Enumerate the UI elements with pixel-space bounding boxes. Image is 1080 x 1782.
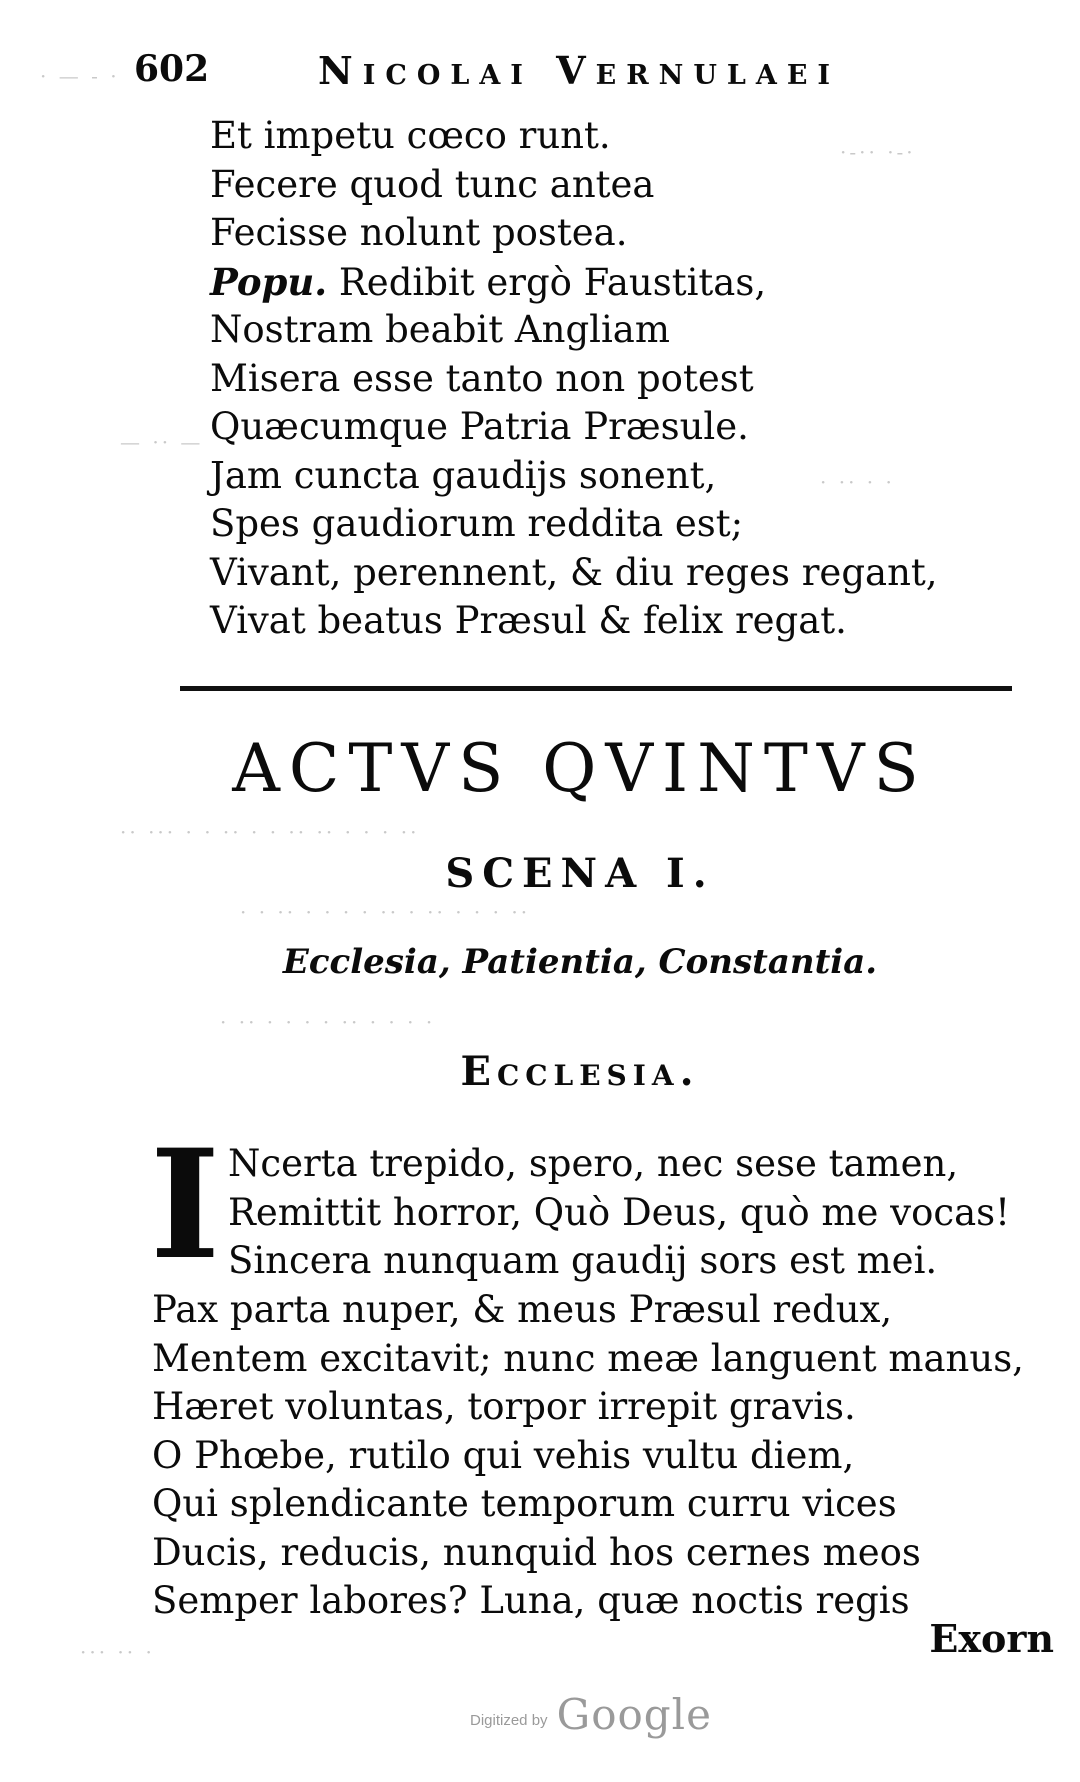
bleed-through-noise: · ·· · · [820,470,895,494]
verse-line: Qui splendicante temporum curru vices [152,1482,897,1525]
verse-block-main [152,1286,1024,1626]
bleed-through-noise: ·· ··· · · ·· · · ·· ·· · · · ·· [120,820,420,844]
verse-text: Jam cuncta gaudijs sonent, [210,453,717,497]
verse-line [210,597,938,646]
dramatis-personae: Ecclesia, Patientia, Constantia. [282,942,878,982]
verse-text: Quæcumque Patria Præsule. [210,405,749,448]
running-title: Nicolai Vernulaei [318,48,841,93]
bleed-through-noise: — ·· — [120,430,204,454]
google-logo: Google [556,1690,712,1739]
verse-line [210,549,938,598]
section-divider [180,686,1012,691]
verse-line: Hæret voluntas, torpor irrepit gravis. [152,1385,856,1428]
verse-block-indented [228,1140,1010,1286]
verse-line: Semper labores? Luna, quæ noctis regis [152,1579,910,1622]
verse-line: Pax parta nuper, & meus Præsul redux, [152,1288,893,1331]
speaker-abbrev: Popu. [210,259,328,304]
verse-line: Ncerta trepido, spero, nec sese tamen, [228,1142,959,1185]
verse-line [210,161,938,210]
verse-line [210,112,938,161]
verse-line [210,209,938,258]
verse-block-top [210,112,938,646]
digitized-label: Digitized by [470,1712,548,1729]
verse-text: Spes gaudiorum reddita est; [210,502,744,545]
verse-line: Mentem excitavit; nunc meæ languent manus, [152,1336,1024,1380]
bleed-through-noise: · · ·· · · · · ·· · ·· · · · ·· [240,900,531,924]
bleed-through-noise: ··· ·· · [80,1640,155,1664]
act-title: ACTVS QVINTVS [232,730,928,807]
verse-line [210,355,938,404]
verse-line [210,452,938,501]
verse-text: Et impetu cœco runt. [210,114,611,157]
verse-line [210,403,938,452]
digitized-by-google [470,1690,712,1739]
verse-text: Vivat beatus Præsul & felix regat. [210,599,847,642]
bleed-through-noise: ·-·· ·-· [840,140,916,164]
bleed-through-noise: · — - · [40,64,120,88]
verse-line [210,258,938,307]
verse-text: Misera esse tanto non potest [210,356,754,400]
drop-cap: I [150,1117,221,1293]
verse-line: O Phœbe, rutilo qui vehis vultu diem, [152,1433,855,1477]
verse-text: Fecere quod tunc antea [210,162,655,206]
verse-line [210,306,938,355]
catchword: Exorn [929,1616,1054,1661]
verse-text: Fecisse nolunt postea. [210,211,628,254]
verse-text: Nostram beabit Angliam [210,308,670,351]
page-number: 602 [134,48,210,90]
verse-line: Sincera nunquam gaudij sors est mei. [228,1239,938,1282]
verse-text: Vivant, perennent, & diu reges regant, [210,550,938,594]
running-header [128,42,918,102]
scene-title: SCENA I. [445,850,715,897]
speaker-heading: Ecclesia. [460,1048,700,1095]
verse-line: Remittit horror, Quò Deus, quò me vocas! [228,1190,1010,1234]
verse-line [210,500,938,549]
verse-text: Redibit ergò Faustitas, [327,260,767,304]
verse-line: Ducis, reducis, nunquid hos cernes meos [152,1530,921,1574]
bleed-through-noise: · ·· · · · · ·· · · · · [220,1010,436,1034]
